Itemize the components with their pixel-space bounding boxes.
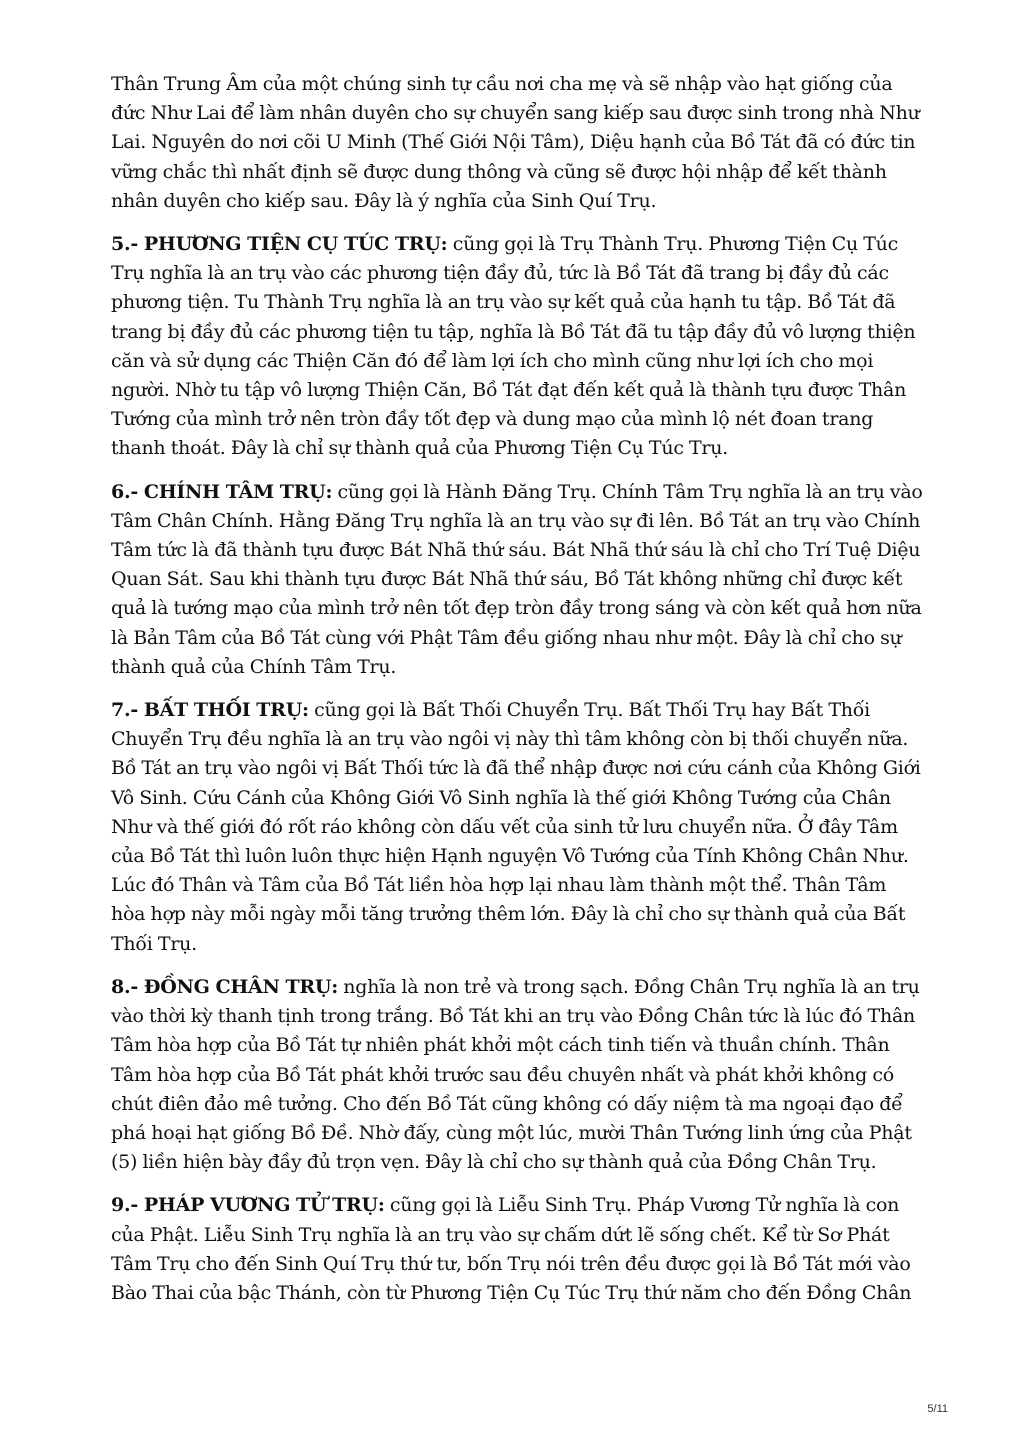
section-heading: 7.- BẤT THỐI TRỤ: — [111, 699, 309, 722]
paragraph-text: nghĩa là non trẻ và trong sạch. Đồng Chân Trụ nghĩa là an trụ vào thời kỳ thanh tịnh trong trắng. Bồ Tát khi an trụ vào Đồng Chân tức là lúc đó Thân Tâm hòa hợp của Bồ Tát tự nhiên phát khởi một cách tinh tiến và thuần chính. Thân Tâm hòa hợp của Bồ Tát phát khởi trước sau đều chuyên nhất và phát khởi không có chút điên đảo mê tưởng. Cho đến Bồ Tát cũng không có dấy niệm tà ma ngoại đạo để phá hoại hạt giống Bồ Đề. Nhờ đấy, cùng một lúc, mười Thân Tướng linh ứng của Phật (5) liền hiện bày đầy đủ trọn vẹn. Đây là chỉ cho sự thành quả của Đồng Chân Trụ. — [111, 975, 920, 1174]
section-heading: 5.- PHƯƠNG TIỆN CỤ TÚC TRỤ: — [111, 233, 448, 256]
document-body — [111, 70, 923, 1322]
section-heading: 6.- CHÍNH TÂM TRỤ: — [111, 480, 333, 503]
paragraph-text: cũng gọi là Trụ Thành Trụ. Phương Tiện Cụ Túc Trụ nghĩa là an trụ vào các phương tiện đầy đủ, tức là Bồ Tát đã trang bị đầy đủ các phương tiện. Tu Thành Trụ nghĩa là an trụ vào sự kết quả của hạnh tu tập. Bồ Tát đã trang bị đầy đủ các phương tiện tu tập, nghĩa là Bồ Tát đã tu tập đầy đủ vô lượng thiện căn và sử dụng các Thiện Căn đó để làm lợi ích cho mình cũng như lợi ích cho mọi người. Nhờ tu tập vô lượng Thiện Căn, Bồ Tát đạt đến kết quả là thành tựu được Thân Tướng của mình trở nên tròn đầy tốt đẹp và dung mạo của mình lộ nét đoan trang thanh thoát. Đây là chỉ sự thành quả của Phương Tiện Cụ Túc Trụ. — [111, 233, 916, 460]
paragraph-section-7 — [111, 696, 923, 959]
paragraph-text: cũng gọi là Liễu Sinh Trụ. Pháp Vương Tử nghĩa là con của Phật. Liễu Sinh Trụ nghĩa là an trụ vào sự chấm dứt lẽ sống chết. Kể từ Sơ Phát Tâm Trụ cho đến Sinh Quí Trụ thứ tư, bốn Trụ nói trên đều được gọi là Bồ Tát mới vào Bào Thai của bậc Thánh, còn từ Phương Tiện Cụ Túc Trụ thứ năm cho đến Đồng Chân — [111, 1194, 912, 1304]
paragraph-section-5 — [111, 230, 923, 464]
paragraph-continuation — [111, 70, 923, 216]
paragraph-text: Thân Trung Âm của một chúng sinh tự cầu nơi cha mẹ và sẽ nhập vào hạt giống của đức Như Lai để làm nhân duyên cho sự chuyển sang kiếp sau được sinh trong nhà Như Lai. Nguyên do nơi cõi U Minh (Thế Giới Nội Tâm), Diệu hạnh của Bồ Tát đã có đức tin vững chắc thì nhất định sẽ được dung thông và cũng sẽ được hội nhập để kết thành nhân duyên cho kiếp sau. Đây là ý nghĩa của Sinh Quí Trụ. — [111, 73, 920, 212]
paragraph-section-6 — [111, 478, 923, 682]
paragraph-section-9 — [111, 1191, 923, 1308]
page-number: 5/11 — [927, 1403, 948, 1415]
paragraph-text: cũng gọi là Bất Thối Chuyển Trụ. Bất Thối Trụ hay Bất Thối Chuyển Trụ đều nghĩa là an trụ vào ngôi vị này thì tâm không còn bị thối chuyển nữa. Bồ Tát an trụ vào ngôi vị Bất Thối tức là đã thể nhập được nơi cứu cánh của Không Giới Vô Sinh. Cứu Cánh của Không Giới Vô Sinh nghĩa là thế giới Không Tướng của Chân Như và thế giới đó rốt ráo không còn dấu vết của sinh tử lưu chuyển nữa. Ở đây Tâm của Bồ Tát thì luôn luôn thực hiện Hạnh nguyện Vô Tướng của Tính Không Chân Như. Lúc đó Thân và Tâm của Bồ Tát liền hòa hợp lại nhau làm thành một thể. Thân Tâm hòa hợp này mỗi ngày mỗi tăng trưởng thêm lớn. Đây là chỉ cho sự thành quả của Bất Thối Trụ. — [111, 699, 921, 955]
paragraph-section-8 — [111, 973, 923, 1177]
section-heading: 9.- PHÁP VƯƠNG TỬ TRỤ: — [111, 1194, 385, 1217]
section-heading: 8.- ĐỒNG CHÂN TRỤ: — [111, 975, 339, 998]
paragraph-text: cũng gọi là Hành Đăng Trụ. Chính Tâm Trụ nghĩa là an trụ vào Tâm Chân Chính. Hằng Đăng Trụ nghĩa là an trụ vào sự đi lên. Bồ Tát an trụ vào Chính Tâm tức là đã thành tựu được Bát Nhã thứ sáu. Bát Nhã thứ sáu là chỉ cho Trí Tuệ Diệu Quan Sát. Sau khi thành tựu được Bát Nhã thứ sáu, Bồ Tát không những chỉ được kết quả là tướng mạo của mình trở nên tốt đẹp tròn đầy trong sáng và còn kết quả hơn nữa là Bản Tâm của Bồ Tát cùng với Phật Tâm đều giống nhau như một. Đây là chỉ cho sự thành quả của Chính Tâm Trụ. — [111, 480, 923, 678]
